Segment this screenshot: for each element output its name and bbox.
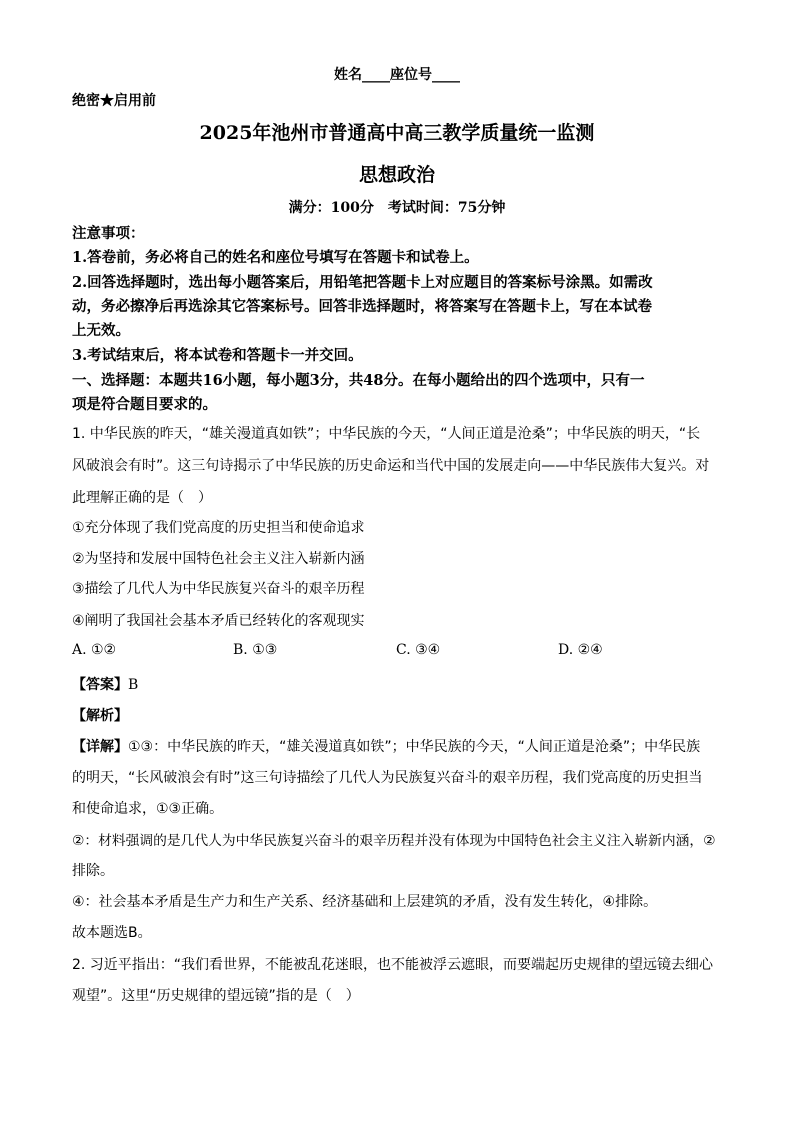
q1-detail-line-2: 的明天，“长风破浪会有时”这三句诗描绘了几代人为民族复兴奋斗的艰辛历程，我们党高度的历史担当 [72,770,703,786]
q1-statement-3: ③描绘了几代人为中华民族复兴奋斗的艰辛历程 [72,581,365,597]
note-item-1: 1.答卷前，务必将自己的姓名和座位号填写在答题卡和试卷上。 [72,249,479,266]
q1-statement-4: ④阐明了我国社会基本矛盾已经转化的客观现实 [72,613,365,629]
secret-label: 绝密★启用前 [72,93,156,109]
detail-text-1: ①③：中华民族的昨天，“雄关漫道真如铁”；中华民族的今天，“人间正道是沧桑”；中华民族 [128,739,701,755]
q1-option-b: B. ①③ [233,642,278,658]
score-time-line: 满分：100分 考试时间：75分钟 [288,200,506,216]
q1-detail-line-6: ④：社会基本矛盾是生产力和生产关系、经济基础和上层建筑的矛盾，没有发生转化，④排除。 [72,894,658,910]
q1-stem-line-3: 此理解正确的是（ ） [72,490,212,506]
note-item-2-line-1: 2.回答选择题时，选出每小题答案后，用铅笔把答题卡上对应题目的答案标号涂黑。如需改 [72,274,653,291]
q1-statement-1: ①充分体现了我们党高度的历史担当和使命追求 [72,520,365,536]
answer-value: B [128,677,139,693]
detail-tag: 【详解】 [72,739,128,755]
analysis-tag: 【解析】 [72,708,128,724]
q2-stem-line-2: 观望”。这里“历史规律的望远镜”指的是（ ） [72,988,360,1004]
notes-heading: 注意事项： [72,225,145,242]
q1-detail-line-5: 排除。 [72,863,114,879]
q1-option-c: C. ③④ [396,642,441,658]
exam-title: 2025年池州市普通高中高三教学质量统一监测 [199,122,595,144]
q1-detail-line-4: ②：材料强调的是几代人为中华民族复兴奋斗的艰辛历程并没有体现为中国特色社会主义注入崭新内涵，② [72,833,716,849]
q1-stem-line-1: 1. 中华民族的昨天，“雄关漫道真如铁”；中华民族的今天，“人间正道是沧桑”；中华民族的明天，“长 [72,426,701,442]
name-seat-line: 姓名____座位号____ [334,67,460,83]
q1-answer-line [72,674,722,694]
note-item-3: 3.考试结束后，将本试卷和答题卡一并交回。 [72,347,363,364]
section-heading-line-2: 项是符合题目要求的。 [72,396,217,413]
q1-stem-line-2: 风破浪会有时”。这三句诗揭示了中华民族的历史命运和当代中国的发展走向——中华民族伟大复兴。对 [72,458,710,474]
q1-detail-line-3: 和使命追求，①③正确。 [72,801,224,817]
q1-statement-2: ②为坚持和发展中国特色社会主义注入崭新内涵 [72,551,365,567]
q1-detail-line-7: 故本题选B。 [72,925,152,941]
subject-title: 思想政治 [358,164,435,186]
note-item-2-line-2: 动，务必擦净后再选涂其它答案标号。回答非选择题时，将答案写在答题卡上，写在本试卷 [72,298,652,315]
answer-tag: 【答案】 [72,677,128,693]
note-item-2-line-3: 上无效。 [72,322,130,339]
q1-option-d: D. ②④ [558,642,603,658]
q1-detail-line-1 [72,736,722,756]
q2-stem-line-1: 2. 习近平指出：“我们看世界，不能被乱花迷眼，也不能被浮云遮眼，而要端起历史规律的望远镜去细心 [72,957,714,973]
q1-analysis-tag [72,705,722,725]
section-heading-line-1: 一、选择题：本题共16小题，每小题3分，共48分。在每小题给出的四个选项中，只有一 [72,372,645,389]
q1-option-a: A. ①② [72,642,117,658]
